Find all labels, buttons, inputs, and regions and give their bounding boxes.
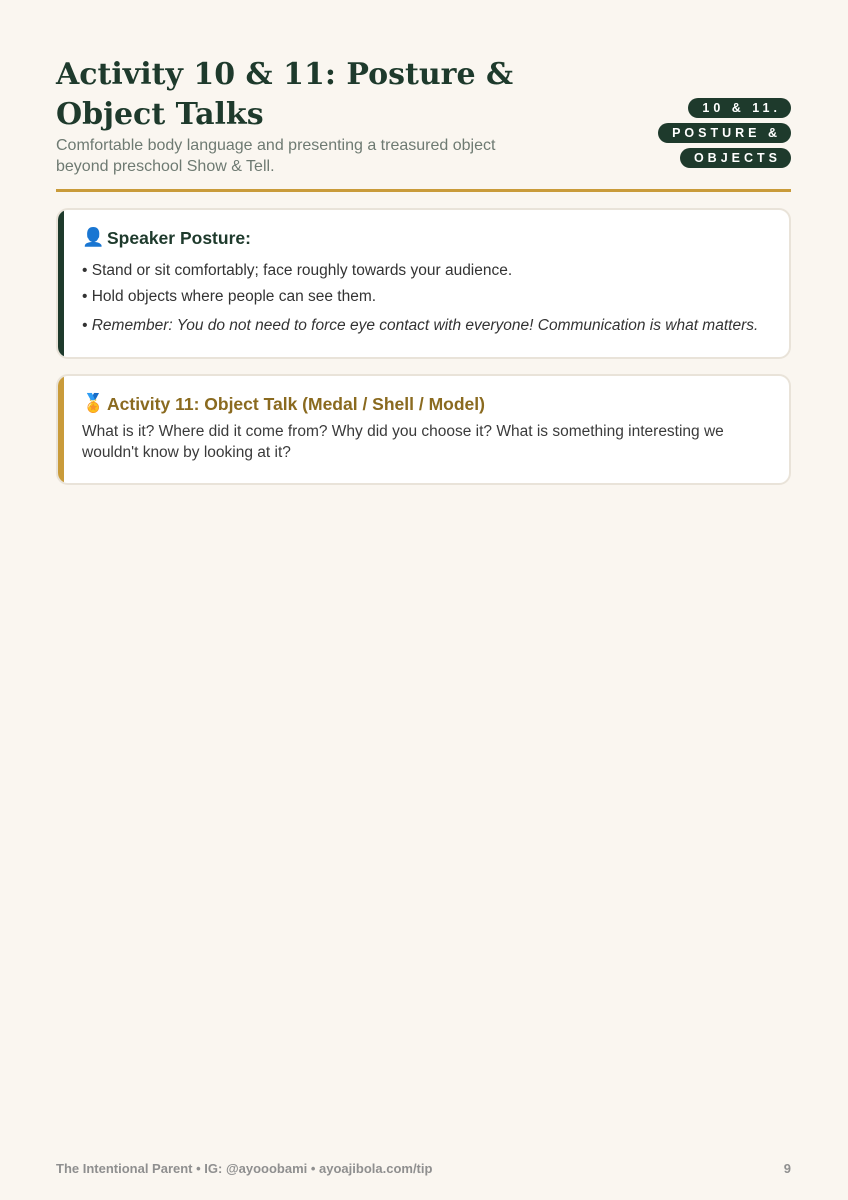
- object-talk-prompts: What is it? Where did it come from? Why did you choose it? What is something interesting we wouldn't know by looking at it?: [82, 423, 724, 461]
- section-badge-label: 10 & 11. POSTURE & OBJECTS: [658, 98, 791, 168]
- footer-credits: The Intentional Parent • IG: @ayooobami • ayoajibola.com/tip: [56, 1161, 433, 1176]
- page-title: Activity 10 & 11: Posture & Object Talks: [56, 57, 514, 132]
- object-talk-card: [56, 374, 791, 485]
- speaker-posture-heading-label: Speaker Posture:: [107, 228, 251, 248]
- page-header: [56, 55, 791, 177]
- medal-icon: 🏅: [82, 393, 105, 414]
- posture-bullet-3: • Remember: You do not need to force eye contact with everyone! Communication is what matters.: [82, 317, 759, 334]
- person-icon: 👤: [82, 227, 105, 248]
- section-badge: [619, 96, 791, 171]
- object-talk-heading-label: Activity 11: Object Talk (Medal / Shell / Model): [107, 394, 485, 414]
- posture-bullet-2: • Hold objects where people can see them.: [82, 288, 377, 305]
- page-number: 9: [783, 1161, 791, 1176]
- page-subtitle: Comfortable body language and presenting a treasured object beyond preschool Show & Tell.: [56, 137, 496, 175]
- card-accent-bar: [58, 376, 64, 483]
- card-accent-bar: [58, 210, 64, 357]
- speaker-posture-card: [56, 208, 791, 359]
- object-talk-heading: [82, 392, 767, 416]
- header-divider: [56, 189, 791, 192]
- speaker-posture-heading: [82, 226, 767, 250]
- posture-bullet-1: • Stand or sit comfortably; face roughly towards your audience.: [82, 262, 513, 279]
